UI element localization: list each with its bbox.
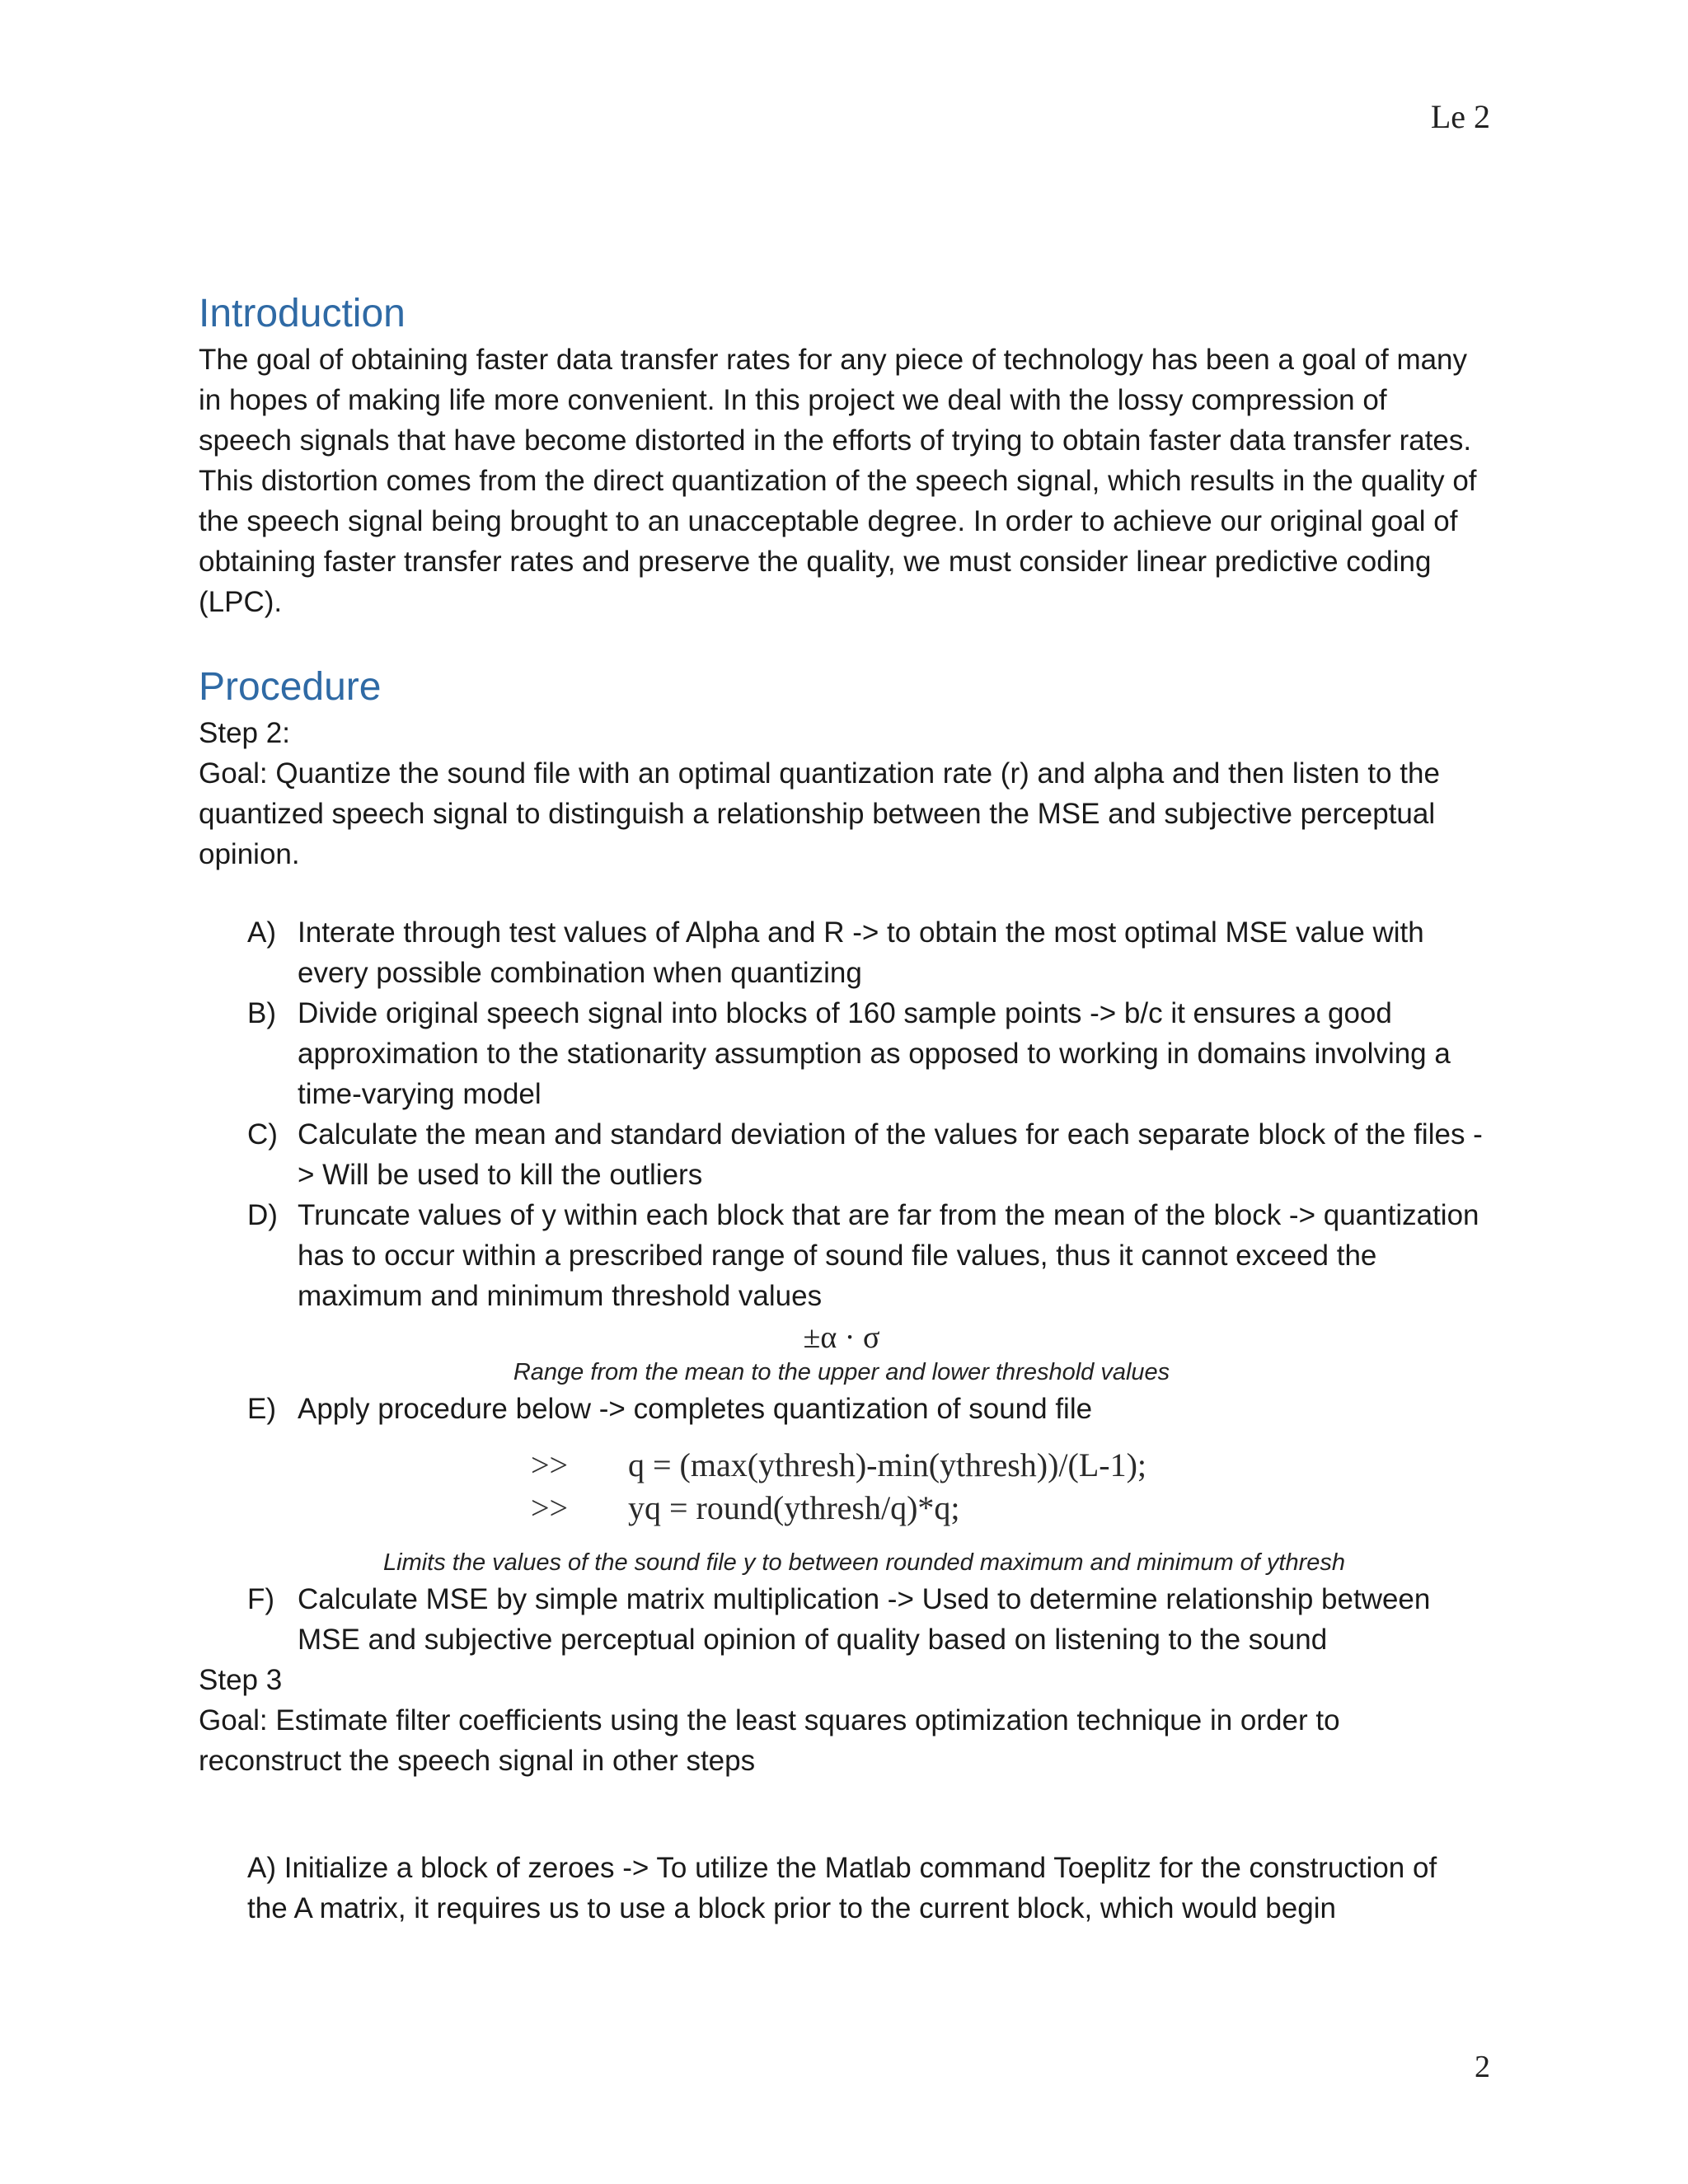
- step3-goal: Goal: Estimate filter coefficients using the least squares optimization technique in order to reconstruct the speech signal in other steps: [199, 1704, 1340, 1777]
- list-item-label: B): [247, 997, 276, 1029]
- list-item-label: D): [247, 1199, 278, 1231]
- code-line: [531, 1444, 1484, 1487]
- list-item-label: A): [247, 916, 276, 949]
- step3-label: Step 3: [199, 1664, 283, 1696]
- page-number: 2: [1475, 2050, 1490, 2084]
- list-item-text: Truncate values of y within each block that are far from the mean of the block -> quantization has to occur within a prescribed range of sound file values, thus it cannot exceed the maximum and minimum threshold values: [298, 1199, 1479, 1312]
- list-item-label: C): [247, 1118, 278, 1151]
- threshold-formula: ±α · σ: [803, 1320, 880, 1355]
- threshold-formula-caption: Range from the mean to the upper and lower threshold values: [513, 1359, 1170, 1385]
- code-prompt: >>: [531, 1489, 569, 1526]
- list-item-text: Interate through test values of Alpha and R -> to obtain the most optimal MSE value with every possible combination when quantizing: [298, 916, 1424, 989]
- list-item-text: Divide original speech signal into blocks of 160 sample points -> b/c it ensures a good approximation to the stationarity assumption as opposed to working in domains involving a time-varying model: [298, 997, 1451, 1110]
- code-prompt: >>: [531, 1446, 569, 1483]
- step3-item-a: A) Initialize a block of zeroes -> To utilize the Matlab command Toeplitz for the construction of the A matrix, it requires us to use a block prior to the current block, which would begin: [247, 1852, 1437, 1924]
- page-content: [199, 288, 1484, 1957]
- step2-goal: Goal: Quantize the sound file with an optimal quantization rate (r) and alpha and then listen to the quantized speech signal to distinguish a relationship between the MSE and subjective perceptual opinion.: [199, 757, 1440, 870]
- procedure-heading: Procedure: [199, 665, 382, 709]
- list-item-label: F): [247, 1583, 275, 1615]
- running-head: Le 2: [1430, 98, 1490, 135]
- list-item: [247, 1195, 1484, 1316]
- code-line: [531, 1487, 1484, 1530]
- code-text: q = (max(ythresh)-min(ythresh))/(L-1);: [628, 1446, 1147, 1483]
- step2-list: [199, 912, 1484, 1660]
- list-item-text: Apply procedure below -> completes quantization of sound file: [298, 1393, 1093, 1425]
- code-text: yq = round(ythresh/q)*q;: [628, 1489, 960, 1526]
- introduction-paragraph: The goal of obtaining faster data transfer rates for any piece of technology has been a goal of many in hopes of making life more convenient. In this project we deal with the lossy compression of speech signals that have become distorted in the efforts of trying to obtain faster data transfer rates. This distortion comes from the direct quantization of the speech signal, which results in the quality of the speech signal being brought to an unacceptable degree. In order to achieve our original goal of obtaining faster transfer rates and preserve the quality, we must consider linear predictive coding (LPC).: [199, 344, 1477, 618]
- list-item: [247, 1579, 1484, 1660]
- introduction-heading: Introduction: [199, 292, 406, 335]
- code-caption: Limits the values of the sound file y to between rounded maximum and minimum of ythresh: [383, 1549, 1346, 1576]
- step2-label: Step 2:: [199, 717, 290, 749]
- list-item: [247, 1389, 1484, 1429]
- list-item: [247, 993, 1484, 1114]
- list-item-label: E): [247, 1393, 276, 1425]
- matlab-code-block: [199, 1444, 1484, 1530]
- list-item-text: Calculate MSE by simple matrix multiplication -> Used to determine relationship between MSE and subjective perceptual opinion of quality based on listening to the sound: [298, 1583, 1431, 1656]
- list-item: [247, 912, 1484, 993]
- list-item: [247, 1114, 1484, 1195]
- list-item-text: Calculate the mean and standard deviation of the values for each separate block of the files -> Will be used to kill the outliers: [298, 1118, 1483, 1191]
